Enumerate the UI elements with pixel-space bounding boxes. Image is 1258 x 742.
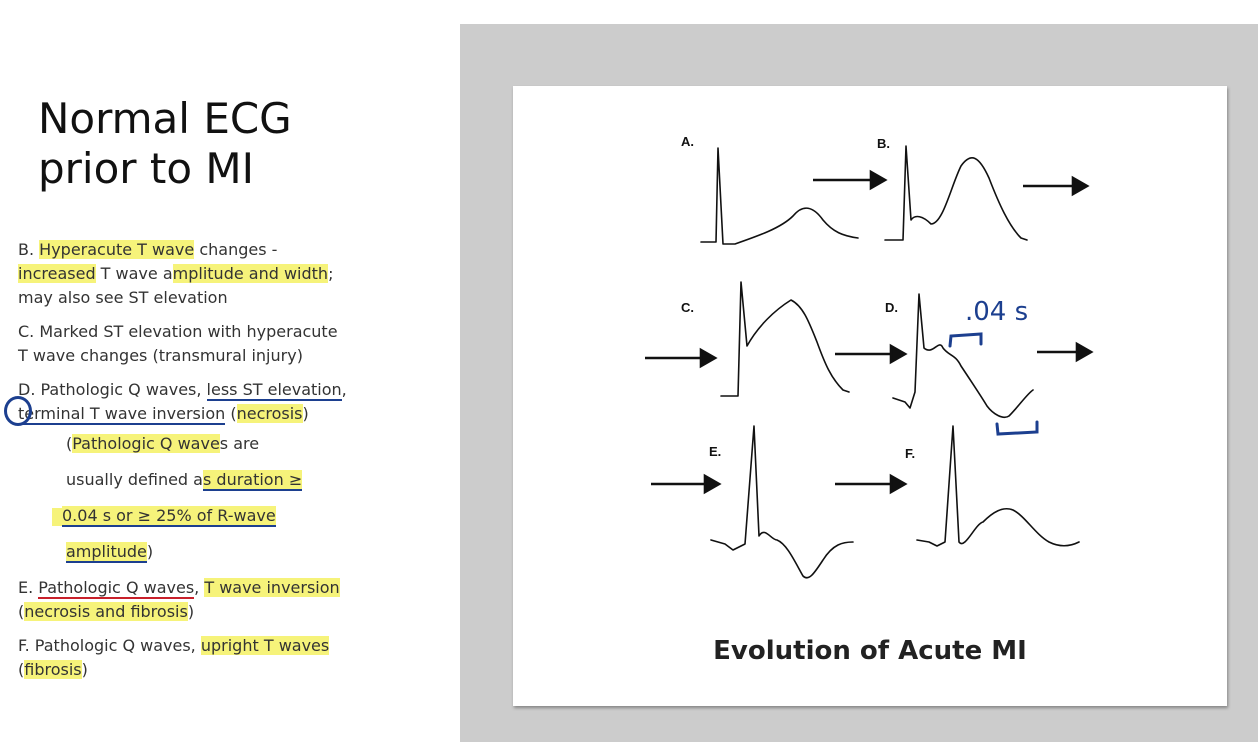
arrow-6-icon	[651, 476, 719, 492]
ecg-trace-a	[701, 148, 858, 244]
panel-label-f: F.	[905, 446, 916, 461]
note-d-detail: (Pathologic Q waves are usually defined as duration ≥ 0.04 s or ≥ 25% of R-wave amplitude)	[66, 426, 438, 570]
ecg-evolution-diagram	[513, 86, 1227, 706]
ecg-trace-c	[721, 282, 849, 396]
arrow-1-icon	[813, 172, 885, 188]
arrow-7-icon	[835, 476, 905, 492]
panel-label-b: B.	[877, 136, 890, 151]
title-line-2: prior to MI	[38, 144, 255, 193]
handwritten-annotation: .04 s	[965, 297, 1029, 327]
note-b: B. Hyperacute T wave changes - increased T wave amplitude and width; may also see ST elevation	[18, 240, 334, 307]
note-c: C. Marked ST elevation with hyperacute T wave changes (transmural injury)	[18, 322, 338, 365]
ecg-trace-e	[711, 426, 853, 578]
handwritten-bracket-top	[950, 334, 981, 346]
arrow-5-icon	[1037, 344, 1091, 360]
handwritten-circle-d	[4, 396, 32, 426]
ecg-trace-f	[917, 426, 1079, 546]
highlight-mark	[52, 508, 62, 526]
notes-list	[18, 238, 438, 692]
title-line-1: Normal ECG	[38, 94, 292, 143]
arrow-4-icon	[835, 346, 905, 362]
note-e: E. Pathologic Q waves, T wave inversion (necrosis and fibrosis)	[18, 578, 340, 621]
figure-caption: Evolution of Acute MI	[713, 636, 1027, 666]
arrow-3-icon	[645, 350, 715, 366]
arrow-2-icon	[1023, 178, 1087, 194]
panel-label-c: C.	[681, 300, 694, 315]
slide-title	[38, 94, 438, 194]
note-d: D. Pathologic Q waves, less ST elevation, terminal T wave inversion (necrosis)	[18, 380, 347, 423]
panel-label-d: D.	[885, 300, 898, 315]
ecg-trace-b	[885, 146, 1027, 240]
ecg-figure-card	[513, 86, 1227, 706]
panel-label-e: E.	[709, 444, 722, 459]
note-f: F. Pathologic Q waves, upright T waves (fibrosis)	[18, 636, 330, 679]
handwritten-bracket-bottom	[997, 422, 1037, 434]
panel-label-a: A.	[681, 134, 694, 149]
